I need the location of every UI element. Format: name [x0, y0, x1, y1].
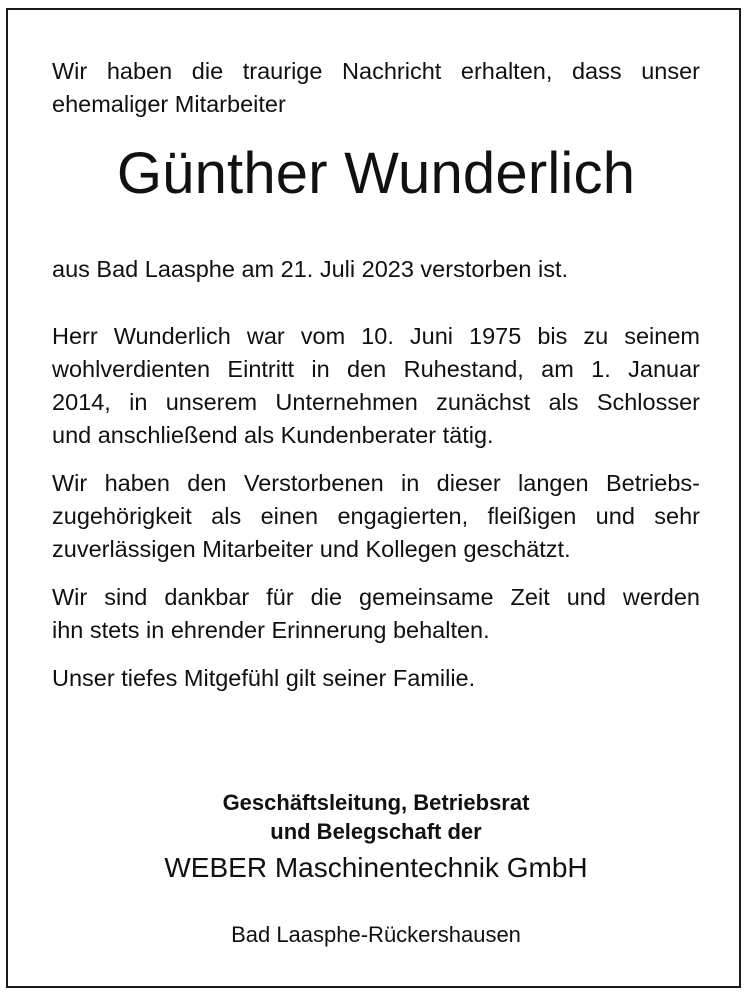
company-location: Bad Laasphe-Rückershausen [231, 922, 521, 947]
appreciation-line-2: zugehörigkeit als einen engagierten, fleißigen und sehr [52, 503, 700, 529]
origin-line: aus Bad Laasphe am 21. Juli 2023 verstorben ist. [52, 256, 569, 282]
gratitude-line-1: Wir sind dankbar für die gemeinsame Zeit und werden [52, 584, 700, 610]
condolence-line: Unser tiefes Mitgefühl gilt seiner Familie. [52, 665, 476, 691]
company-name: WEBER Maschinentechnik GmbH [164, 852, 588, 883]
career-line-3: 2014, in unserem Unternehmen zunächst als Schlosser [52, 389, 700, 415]
intro-line-1: Wir haben die traurige Nachricht erhalten, dass unser [52, 58, 700, 84]
career-line-1: Herr Wunderlich war vom 10. Juni 1975 bis zu seinem [52, 323, 700, 349]
origin-text [52, 253, 700, 286]
appreciation-line-3: zuverlässigen Mitarbeiter und Kollegen geschätzt. [52, 536, 571, 562]
gratitude-line-2: ihn stets in ehrender Erinnerung behalten. [52, 617, 490, 643]
gratitude-paragraph [52, 581, 700, 647]
intro-line-2: ehemaliger Mitarbeiter [52, 91, 286, 117]
deceased-name: Günther Wunderlich [116, 141, 636, 206]
career-line-4: und anschließend als Kundenberater tätig. [52, 422, 494, 448]
career-paragraph [52, 320, 700, 452]
appreciation-paragraph [52, 467, 700, 566]
intro-text [52, 55, 700, 121]
career-line-2: wohlverdienten Eintritt in den Ruhestand, am 1. Januar [52, 356, 700, 382]
appreciation-line-1: Wir haben den Verstorbenen in dieser langen Betriebs- [52, 470, 700, 496]
signature-line-1: Geschäftsleitung, Betriebsrat [222, 790, 530, 815]
condolence-paragraph [52, 662, 700, 695]
signature-line-2: und Belegschaft der [270, 819, 482, 844]
